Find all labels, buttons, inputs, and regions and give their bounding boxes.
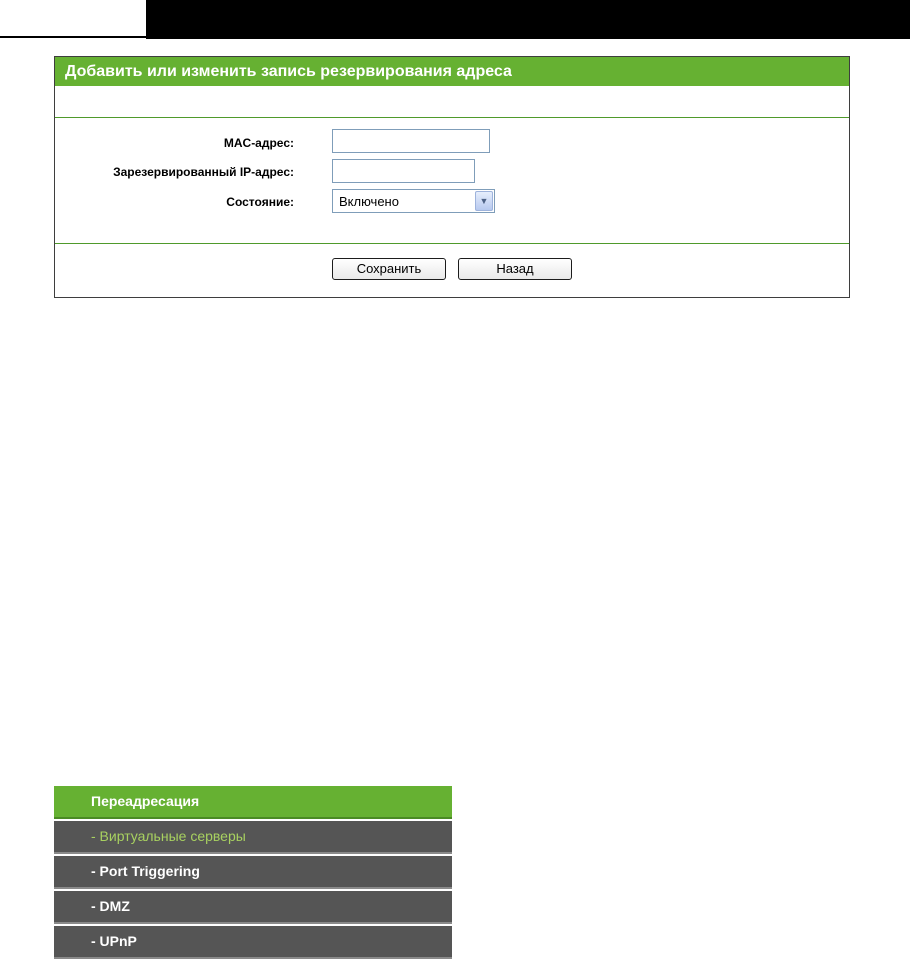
sidebar-menu [54,786,452,962]
header-black-bar [146,0,910,39]
sidebar-item-virtual-servers[interactable]: - Виртуальные серверы [54,821,452,854]
divider [55,117,849,118]
save-button[interactable]: Сохранить [332,258,446,280]
form-title: Добавить или изменить запись резервирования адреса [55,57,849,86]
divider [55,243,849,244]
address-reservation-form [54,56,850,298]
status-select[interactable] [332,189,495,213]
back-button[interactable]: Назад [458,258,572,280]
sidebar-item-upnp[interactable]: - UPnP [54,926,452,959]
mac-address-label: MAC-адрес: [223,136,294,150]
chevron-down-icon[interactable]: ▼ [475,191,493,211]
header-left-strip [0,0,146,38]
reserved-ip-label: Зарезервированный IP-адрес: [113,165,294,179]
status-label: Состояние: [226,195,294,209]
mac-address-input[interactable] [332,129,490,153]
status-selected-value: Включено [339,194,399,209]
reserved-ip-input[interactable] [332,159,475,183]
sidebar-item-port-triggering[interactable]: - Port Triggering [54,856,452,889]
sidebar-item-forwarding[interactable]: Переадресация [54,786,452,819]
sidebar-item-dmz[interactable]: - DMZ [54,891,452,924]
